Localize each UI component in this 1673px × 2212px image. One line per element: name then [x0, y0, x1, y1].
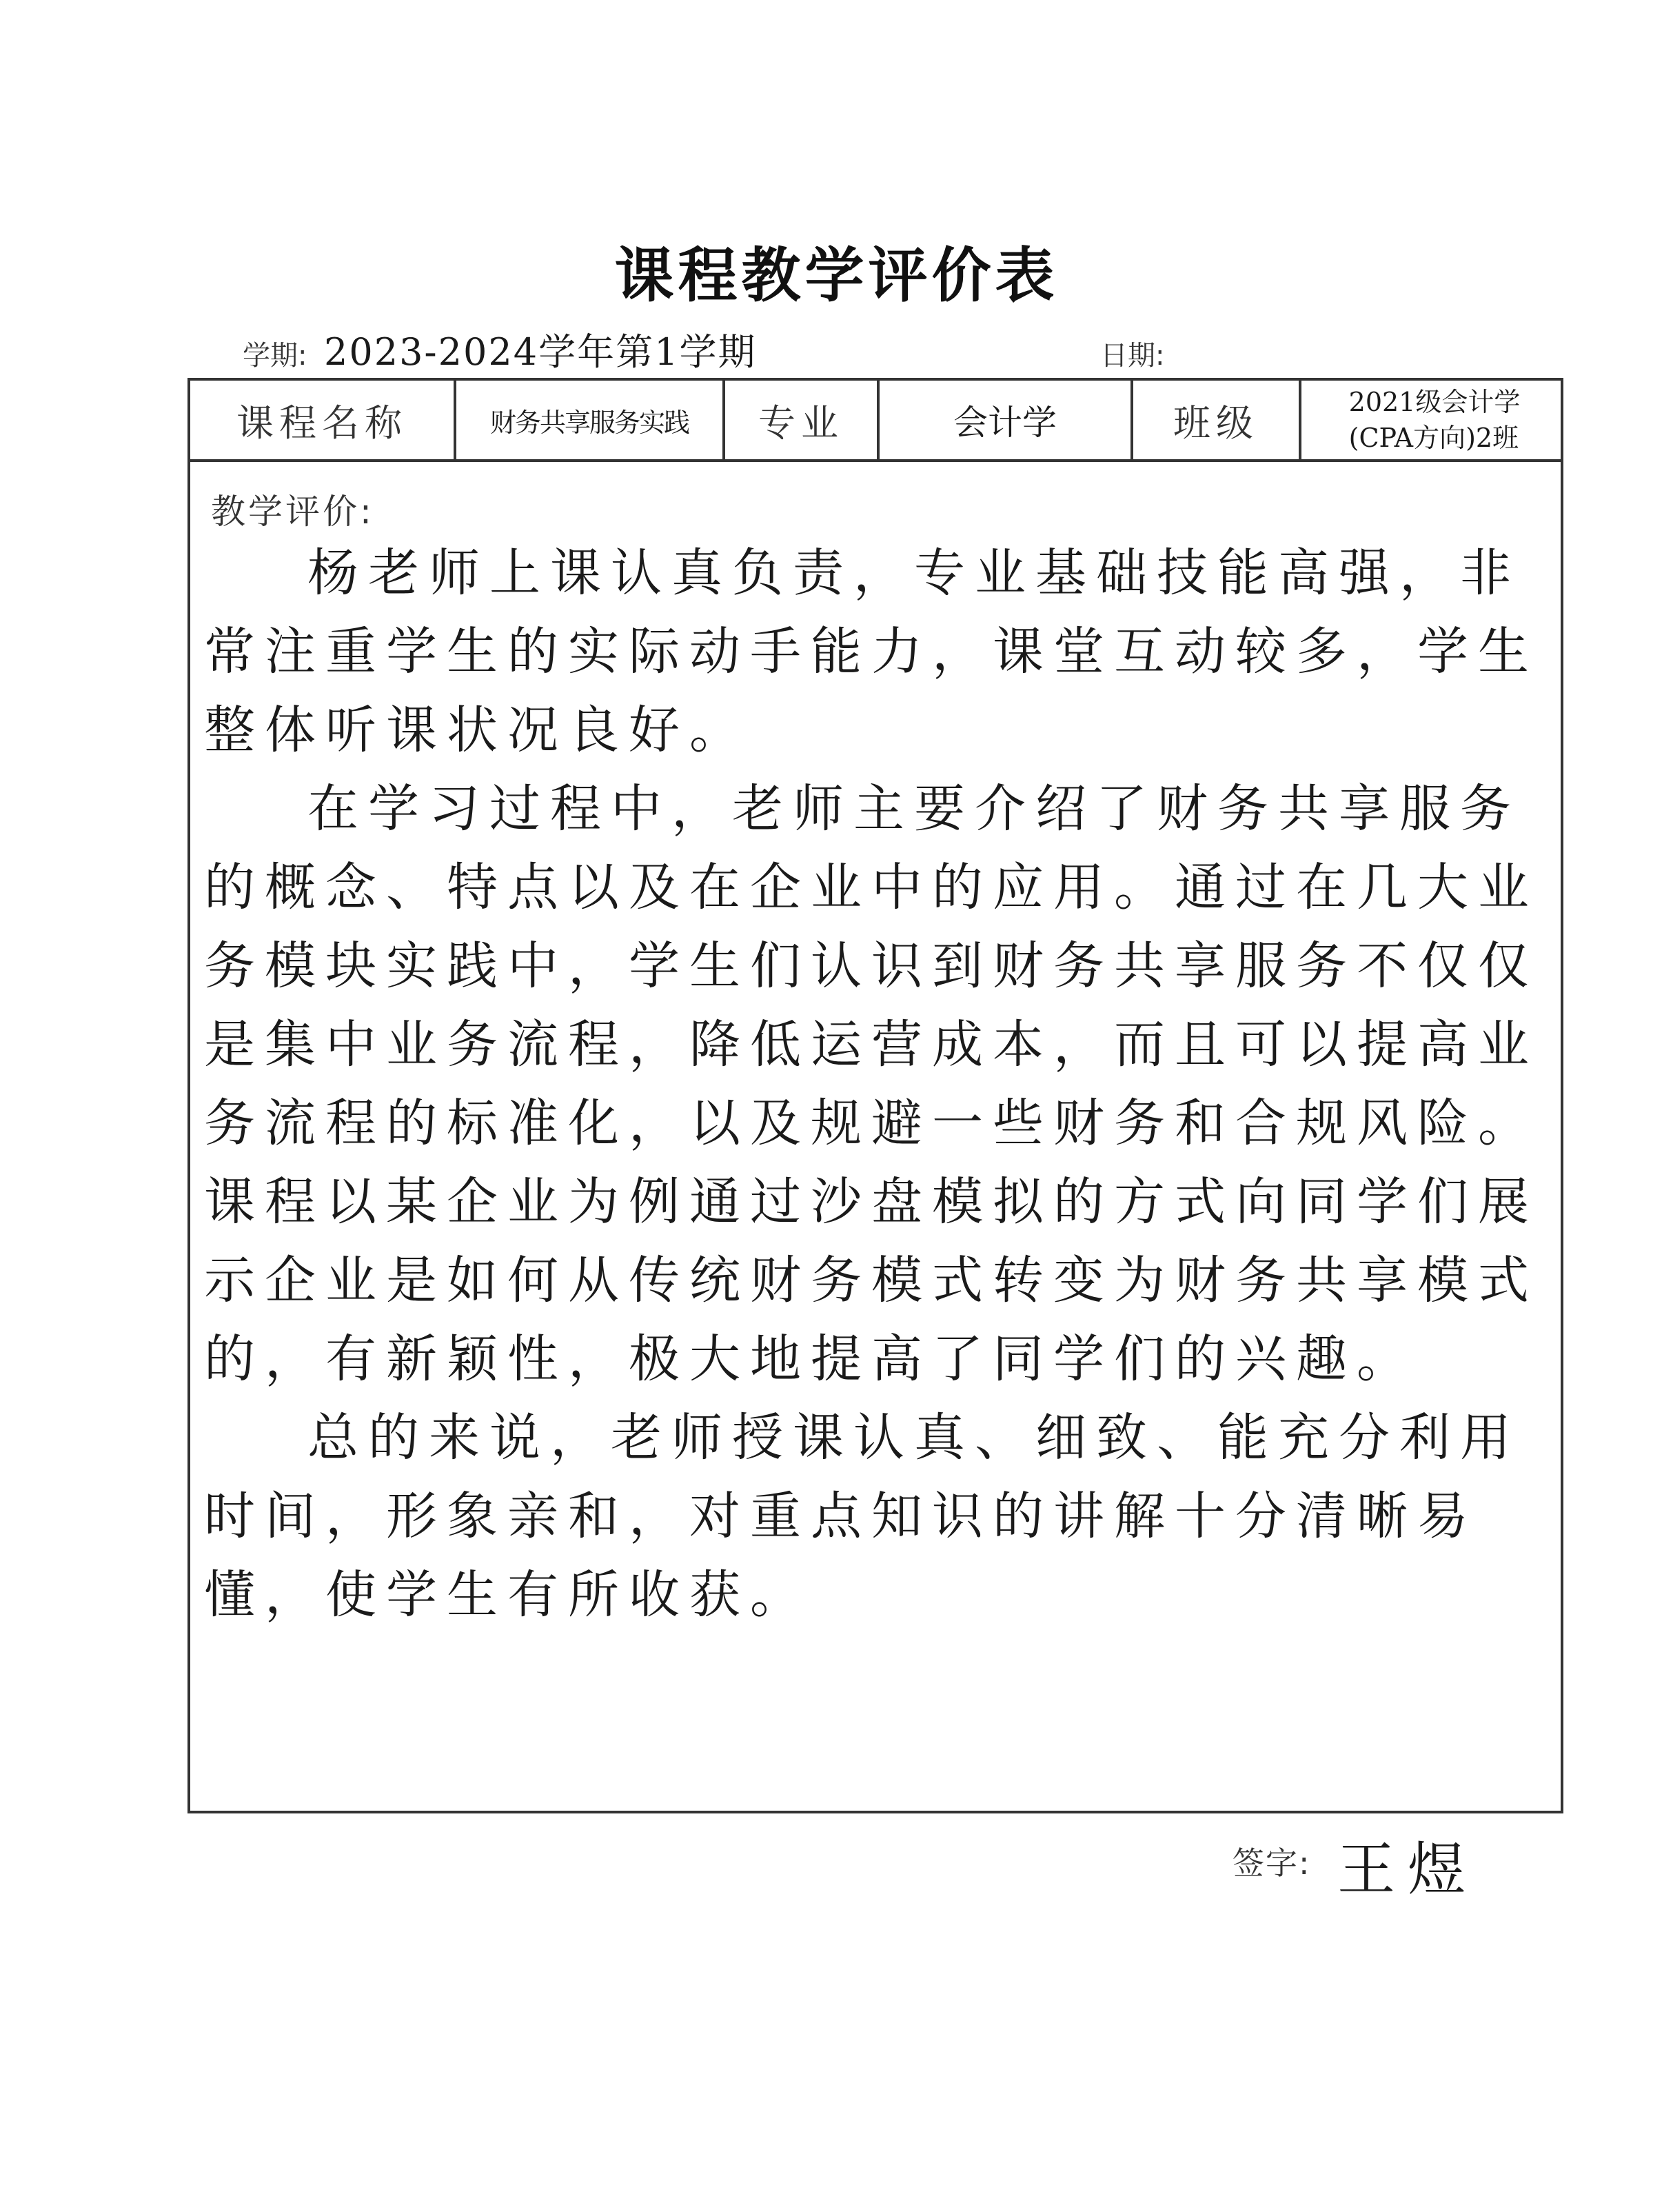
major-value-cell: [880, 381, 1133, 459]
course-name-label: 课程名称: [236, 401, 407, 445]
class-value-line2: (CPA方向)2班: [1348, 423, 1519, 453]
evaluation-paragraph: 总的来说，老师授课认真、细致、能充分利用时间，形象亲和，对重点知识的讲解十分清晰易懂，使学生有所收获。: [204, 1408, 1521, 1625]
class-value-line1: 2021级会计学: [1348, 387, 1521, 417]
evaluation-text: [204, 534, 1548, 1634]
course-name-label-cell: [190, 381, 456, 459]
evaluation-form: [187, 378, 1563, 1813]
term-value: 2023-2024学年第1学期: [324, 330, 757, 374]
signature-value: 王煜: [1337, 1836, 1479, 1903]
form-header-row: [190, 381, 1561, 462]
major-value: 会计学: [953, 403, 1057, 443]
course-name-value: 财务共享服务实践: [489, 407, 689, 438]
major-label-cell: [725, 381, 880, 459]
major-label: 专业: [758, 401, 844, 445]
signature-label: 签字:: [1233, 1844, 1311, 1882]
evaluation-paragraph: 在学习过程中，老师主要介绍了财务共享服务的概念、特点以及在企业中的应用。通过在几大业务模块实践中，学生们认识到财务共享服务不仅仅是集中业务流程，降低运营成本，而且可以提高业务流程的标准化，以及规避一些财务和合规风险。课程以某企业为例通过沙盘模拟的方式向同学们展示企业是如何从传统财务模式转变为财务共享模式的，有新颖性，极大地提高了同学们的兴趣。: [204, 779, 1539, 1389]
date-label: 日期:: [1100, 340, 1165, 372]
evaluation-label: 教学评价:: [211, 492, 374, 532]
class-value: [1345, 384, 1521, 456]
term-label: 学期:: [243, 340, 307, 372]
class-label-cell: [1133, 381, 1301, 459]
form-title: 课程教学评价表: [614, 241, 1059, 310]
course-name-value-cell: [456, 381, 725, 459]
class-label: 班级: [1173, 401, 1259, 445]
class-value-cell: [1301, 381, 1563, 459]
evaluation-paragraph: 杨老师上课认真负责，专业基础技能高强，非常注重学生的实际动手能力，课堂互动较多，学生整体听课状况良好。: [204, 543, 1539, 760]
